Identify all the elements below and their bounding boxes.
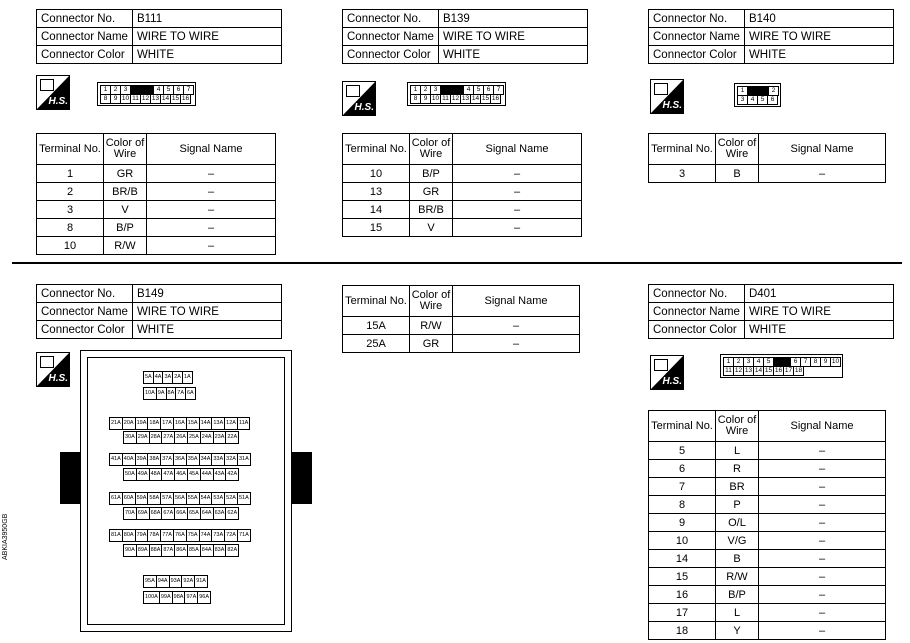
terminal-no-cell: 15 <box>343 219 410 237</box>
wire-color-cell: V <box>104 201 147 219</box>
connector-name-value: WIRE TO WIRE <box>132 28 281 46</box>
signal-name-cell: – <box>759 550 886 568</box>
table-row <box>649 604 886 622</box>
wire-color-cell: L <box>716 604 759 622</box>
hs-icon: H.S. <box>342 81 376 116</box>
signal-name-cell: – <box>759 532 886 550</box>
terminal-no-cell: 9 <box>649 514 716 532</box>
table-row <box>649 478 886 496</box>
label-connector-no: Connector No. <box>37 10 133 28</box>
signal-name-cell: – <box>759 568 886 586</box>
wire-color-cell: BR/B <box>410 201 453 219</box>
connector-no-value: B111 <box>132 10 281 28</box>
table-row <box>649 586 886 604</box>
wire-color-cell: R/W <box>410 317 453 335</box>
table-row <box>343 219 582 237</box>
table-row <box>343 165 582 183</box>
terminal-no-cell: 1 <box>37 165 104 183</box>
hs-icon: H.S. <box>36 75 70 110</box>
figure-code: ABKIA3950GB <box>2 513 9 560</box>
terminal-no-cell: 14 <box>343 201 410 219</box>
terminal-no-cell: 3 <box>37 201 104 219</box>
connector-b140-info: Connector No. B140 Connector Name WIRE TO WIRE Connector Color WHITE <box>648 9 894 64</box>
terminal-no-cell: 10 <box>37 237 104 255</box>
terminal-no-cell: 14 <box>649 550 716 568</box>
signal-name-cell: – <box>147 219 276 237</box>
terminal-table-d401: Terminal No. Color of Wire Signal Name 5 L – 6 R – 7 BR – 8 P – 9 O/L – 10 V/G – 14 B – 15 R/W – 16 B/P – 17 L – 18 Y – <box>648 410 886 640</box>
terminal-table-b111: Terminal No. Color of Wire Signal Name 1 GR – 2 BR/B – 3 V – 8 B/P – 10 R/W – <box>36 133 276 255</box>
table-row <box>649 622 886 640</box>
signal-name-cell: – <box>759 496 886 514</box>
wire-color-cell: L <box>716 442 759 460</box>
terminal-no-cell: 17 <box>649 604 716 622</box>
wire-color-cell: B <box>716 550 759 568</box>
hs-icon: H.S. <box>36 352 70 387</box>
terminal-no-cell: 15A <box>343 317 410 335</box>
table-row <box>343 335 580 353</box>
terminal-table-b140: Terminal No. Color of Wire Signal Name 3 B – <box>648 133 886 183</box>
wire-color-cell: B/P <box>410 165 453 183</box>
table-row <box>37 183 276 201</box>
table-row <box>37 219 276 237</box>
terminal-no-cell: 8 <box>37 219 104 237</box>
terminal-table-b139: Terminal No. Color of Wire Signal Name 10 B/P – 13 GR – 14 BR/B – 15 V – <box>342 133 582 237</box>
terminal-no-cell: 16 <box>649 586 716 604</box>
signal-name-cell: – <box>453 165 582 183</box>
terminal-no-cell: 6 <box>649 460 716 478</box>
signal-name-cell: – <box>759 586 886 604</box>
label-connector-color: Connector Color <box>37 46 133 64</box>
wire-color-cell: R/W <box>104 237 147 255</box>
wire-color-cell: Y <box>716 622 759 640</box>
table-row <box>649 496 886 514</box>
signal-name-cell: – <box>759 460 886 478</box>
wire-color-cell: B <box>716 165 759 183</box>
connector-color-value: WHITE <box>132 46 281 64</box>
wire-color-cell: O/L <box>716 514 759 532</box>
table-row <box>649 514 886 532</box>
terminal-no-cell: 13 <box>343 183 410 201</box>
wire-color-cell: V/G <box>716 532 759 550</box>
signal-name-cell: – <box>759 165 886 183</box>
signal-name-cell: – <box>759 514 886 532</box>
hs-icon: H.S. <box>650 79 684 114</box>
table-row <box>343 317 580 335</box>
wire-color-cell: R <box>716 460 759 478</box>
signal-name-cell: – <box>453 183 582 201</box>
terminal-no-cell: 15 <box>649 568 716 586</box>
table-row <box>649 550 886 568</box>
connector-b149-face: 5A 4A 3A 2A 1A 10A 9A 8A 7A 6A 21A 20A 19A 18A 17A 16A 15A 14A 13A 12A 11A 30A 29A 28A 27A 26A 25A 24A 23A 22A 41A 40A 39A 38A 37A 36A 35A 34A 33A 32A 31A 50A 49A 48A 47A 46A 45A 44A 43A 42A 61A 60A 59A 58A 57A 56A 55A 54A 53A 52A 51A 70A 69A 68A 67A 66A 65A 64A 63A 62A 81A 80A 79A 78A 77A 76A 75A 74A 73A 72A 71A 90A 89A 88A 87A 86A 85A 84A 83A 82A 95A 94A 93A 92A 91A 100A 99A 98A 97A 96A <box>80 350 292 632</box>
terminal-no-cell: 2 <box>37 183 104 201</box>
signal-name-cell: – <box>453 219 582 237</box>
wire-color-cell: V <box>410 219 453 237</box>
wire-color-cell: GR <box>104 165 147 183</box>
wire-color-cell: BR <box>716 478 759 496</box>
label-connector-name: Connector Name <box>37 28 133 46</box>
connector-b149-info: Connector No. B149 Connector Name WIRE TO WIRE Connector Color WHITE <box>36 284 282 339</box>
signal-name-cell: – <box>453 335 580 353</box>
wire-color-cell: BR/B <box>104 183 147 201</box>
signal-name-cell: – <box>147 237 276 255</box>
connector-b139-info: Connector No. B139 Connector Name WIRE TO WIRE Connector Color WHITE <box>342 9 588 64</box>
terminal-no-cell: 5 <box>649 442 716 460</box>
terminal-no-cell: 8 <box>649 496 716 514</box>
table-row <box>649 460 886 478</box>
terminal-table-b149: Terminal No. Color of Wire Signal Name 15A R/W – 25A GR – <box>342 285 580 353</box>
signal-name-cell: – <box>147 201 276 219</box>
terminal-no-cell: 10 <box>649 532 716 550</box>
table-row <box>649 532 886 550</box>
connector-d401-face: 1 2 3 4 5 6 7 8 9 10 11 12 13 14 15 16 17 18 <box>720 354 843 378</box>
wire-color-cell: GR <box>410 335 453 353</box>
table-row <box>649 165 886 183</box>
wire-color-cell: B/P <box>104 219 147 237</box>
signal-name-cell: – <box>759 478 886 496</box>
connector-d401-info: Connector No. D401 Connector Name WIRE TO WIRE Connector Color WHITE <box>648 284 894 339</box>
terminal-no-cell: 18 <box>649 622 716 640</box>
signal-name-cell: – <box>453 201 582 219</box>
signal-name-cell: – <box>147 183 276 201</box>
table-row <box>37 201 276 219</box>
connector-b111-face: 1 2 3 4 5 6 7 8 9 10 11 12 13 14 15 16 <box>97 82 196 106</box>
wire-color-cell: P <box>716 496 759 514</box>
table-row <box>649 442 886 460</box>
table-row <box>343 201 582 219</box>
terminal-no-cell: 25A <box>343 335 410 353</box>
hs-icon: H.S. <box>650 355 684 390</box>
table-row <box>37 165 276 183</box>
wire-color-cell: B/P <box>716 586 759 604</box>
table-row <box>649 568 886 586</box>
terminal-no-cell: 7 <box>649 478 716 496</box>
terminal-no-cell: 3 <box>649 165 716 183</box>
signal-name-cell: – <box>453 317 580 335</box>
terminal-no-cell: 10 <box>343 165 410 183</box>
wire-color-cell: R/W <box>716 568 759 586</box>
signal-name-cell: – <box>759 442 886 460</box>
wire-color-cell: GR <box>410 183 453 201</box>
connector-b139-face: 1 2 3 4 5 6 7 8 9 10 11 12 13 14 15 16 <box>407 82 506 106</box>
connector-b140-face: 1 2 3 4 5 6 <box>734 83 781 107</box>
table-row <box>37 237 276 255</box>
connector-b111-info <box>36 9 282 64</box>
signal-name-cell: – <box>759 622 886 640</box>
signal-name-cell: – <box>759 604 886 622</box>
signal-name-cell: – <box>147 165 276 183</box>
section-divider <box>12 262 902 264</box>
table-row <box>343 183 582 201</box>
